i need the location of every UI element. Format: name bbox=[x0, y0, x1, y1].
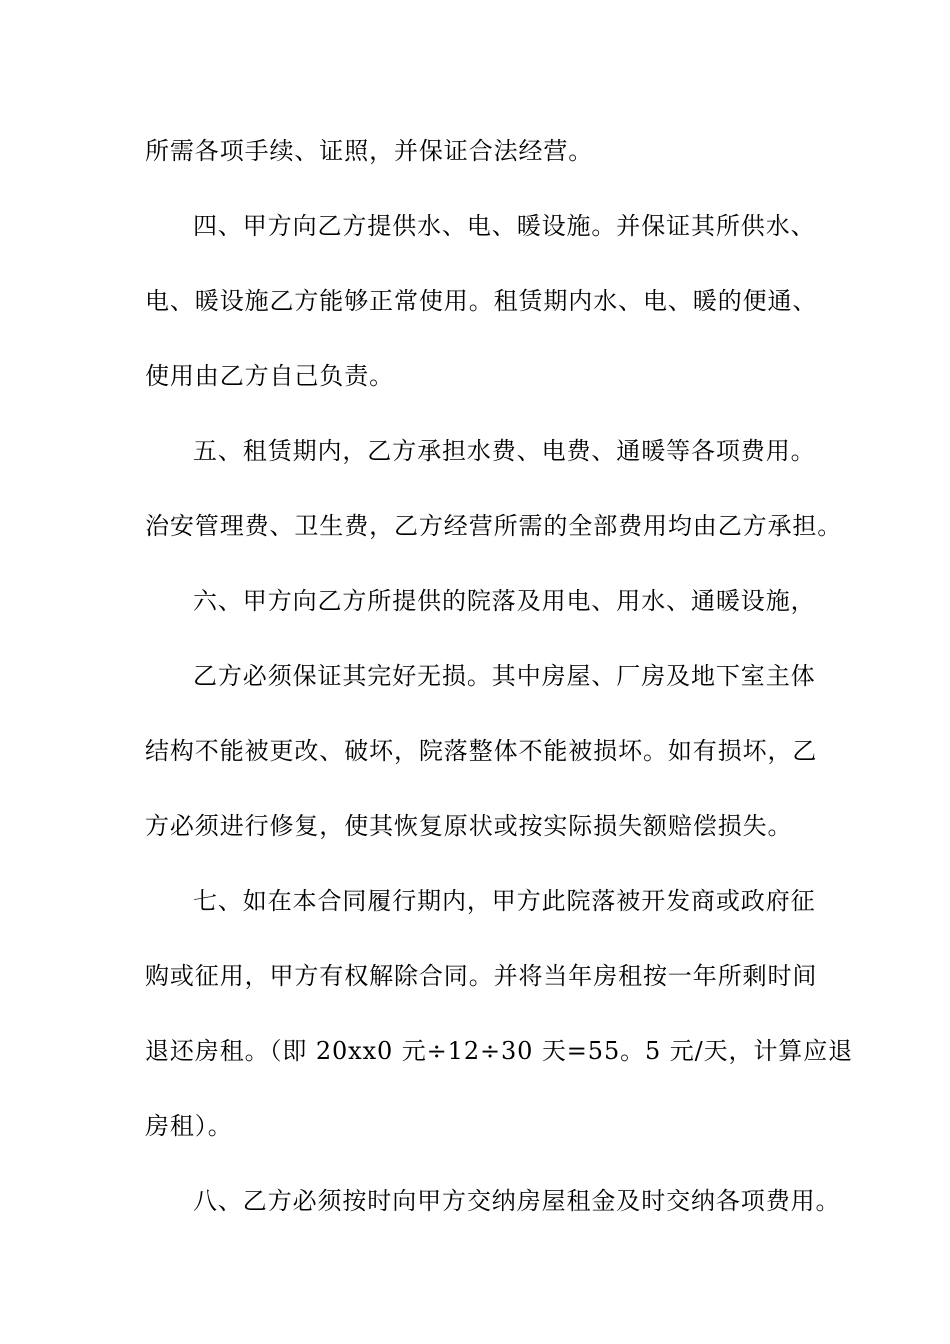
paragraph-line: 方必须进行修复，使其恢复原状或按实际损失额赔偿损失。 bbox=[145, 812, 793, 840]
paragraph-line: 治安管理费、卫生费，乙方经营所需的全部费用均由乙方承担。 bbox=[145, 512, 843, 540]
paragraph-line: 电、暖设施乙方能够正常使用。租赁期内水、电、暖的便通、 bbox=[145, 287, 818, 315]
paragraph-line: 乙方必须保证其完好无损。其中房屋、厂房及地下室主体 bbox=[193, 662, 816, 690]
paragraph-line: 四、甲方向乙方提供水、电、暖设施。并保证其所供水、 bbox=[193, 212, 816, 240]
paragraph-line: 结构不能被更改、破坏，院落整体不能被损坏。如有损坏，乙 bbox=[145, 737, 818, 765]
paragraph-line: 六、甲方向乙方所提供的院落及用电、用水、通暖设施， bbox=[193, 587, 816, 615]
paragraph-line: 购或征用，甲方有权解除合同。并将当年房租按一年所剩时间 bbox=[145, 962, 818, 990]
paragraph-line: 房租）。 bbox=[145, 1112, 233, 1140]
paragraph-line: 所需各项手续、证照，并保证合法经营。 bbox=[145, 137, 594, 165]
paragraph-line: 退还房租。（即 20xx0 元÷12÷30 天=55。5 元/天，计算应退 bbox=[145, 1037, 853, 1065]
paragraph-line: 八、乙方必须按时向甲方交纳房屋租金及时交纳各项费用。 bbox=[193, 1187, 841, 1215]
paragraph-line: 七、如在本合同履行期内，甲方此院落被开发商或政府征 bbox=[193, 887, 816, 915]
paragraph-line: 使用由乙方自己负责。 bbox=[145, 362, 394, 390]
paragraph-line: 五、租赁期内，乙方承担水费、电费、通暖等各项费用。 bbox=[193, 437, 816, 465]
